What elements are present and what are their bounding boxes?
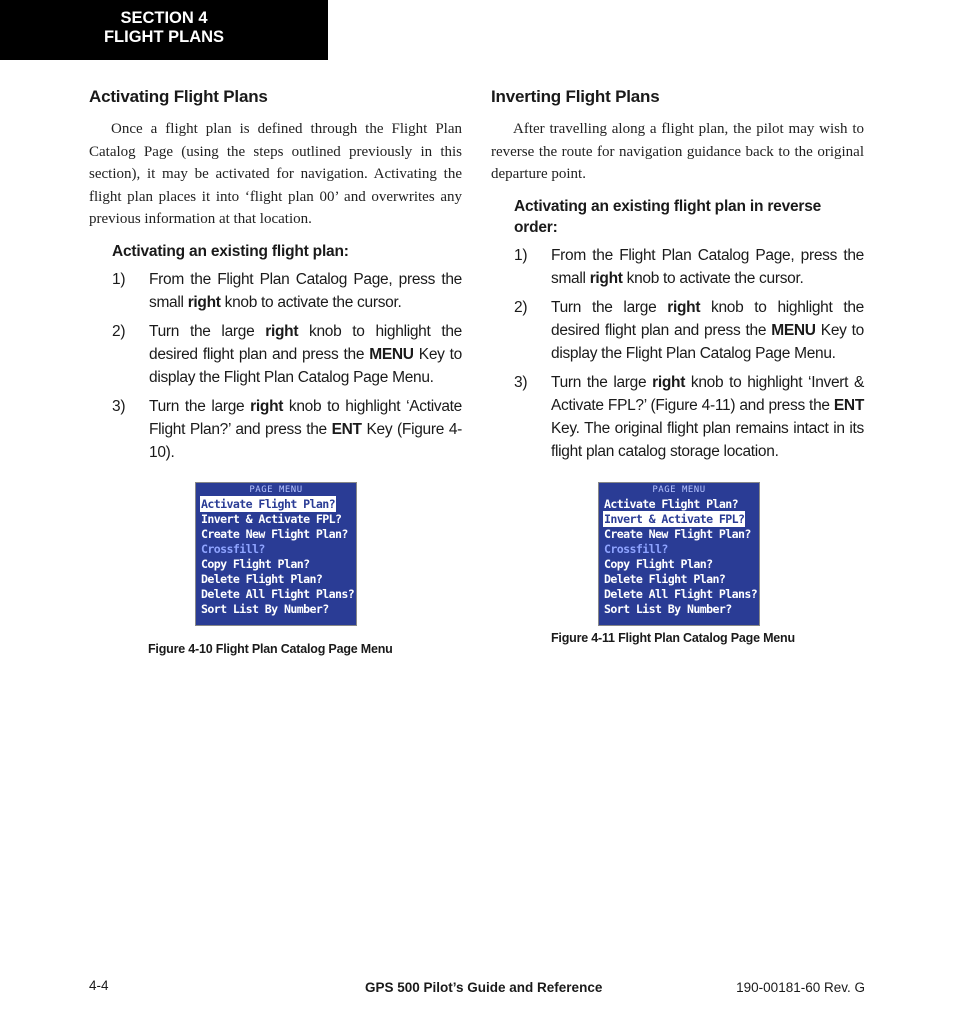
menu-item-copy[interactable]: Copy Flight Plan? <box>201 557 310 571</box>
left-steps <box>89 268 462 464</box>
left-column <box>89 86 462 470</box>
page-number: 4-4 <box>89 978 109 993</box>
menu-item-delete-all[interactable]: Delete All Flight Plans? <box>201 587 355 601</box>
section-number: SECTION 4 <box>120 9 208 27</box>
menu-item-sort[interactable]: Sort List By Number? <box>201 602 329 616</box>
menu-item-delete-all[interactable]: Delete All Flight Plans? <box>604 587 758 601</box>
right-column <box>491 86 864 469</box>
right-subheading: Activating an existing flight plan in reverse order: <box>514 197 822 236</box>
left-intro: Once a flight plan is defined through the Flight Plan Catalog Page (using the steps outlined previously in this section), it may be activated for navigation. Activating the flight plan places it into ‘flight plan 00’ and overwrites any previous information at that location. <box>89 121 462 227</box>
document-number: 190-00181-60 Rev. G <box>736 980 865 995</box>
step-item: 2) Turn the large right knob to highlight the desired flight plan and press the MENU Key to display the Flight Plan Catalog Page Menu. <box>112 322 462 386</box>
step-item: 3) Turn the large right knob to highlight ‘Invert & Activate FPL?’ (Figure 4-11) and press the ENT Key. The original flight plan remains intact in its flight plan catalog storage location. <box>514 373 864 460</box>
menu-item-create[interactable]: Create New Flight Plan? <box>201 527 348 541</box>
step-item: 1) From the Flight Plan Catalog Page, press the small right knob to activate the cursor. <box>514 246 864 287</box>
left-heading: Activating Flight Plans <box>89 87 268 106</box>
figure-4-11-caption: Figure 4-11 Flight Plan Catalog Page Menu <box>551 631 795 645</box>
figure-4-10-screen <box>195 482 357 626</box>
menu-item-activate[interactable]: Activate Flight Plan? <box>604 497 738 511</box>
left-subheading: Activating an existing flight plan: <box>112 242 349 260</box>
step-item: 1) From the Flight Plan Catalog Page, press the small right knob to activate the cursor. <box>112 270 462 311</box>
menu-item-delete[interactable]: Delete Flight Plan? <box>604 572 726 586</box>
menu-item-copy[interactable]: Copy Flight Plan? <box>604 557 713 571</box>
menu-item-crossfill: Crossfill? <box>604 542 668 556</box>
right-heading: Inverting Flight Plans <box>491 87 660 106</box>
section-title: FLIGHT PLANS <box>103 28 225 46</box>
section-tab <box>0 0 328 60</box>
menu-item-create[interactable]: Create New Flight Plan? <box>604 527 751 541</box>
menu-item-sort[interactable]: Sort List By Number? <box>604 602 732 616</box>
menu-item-invert[interactable]: Invert & Activate FPL? <box>604 512 745 526</box>
right-steps <box>491 244 864 463</box>
menu-item-delete[interactable]: Delete Flight Plan? <box>201 572 323 586</box>
step-item: 2) Turn the large right knob to highlight the desired flight plan and press the MENU Key to display the Flight Plan Catalog Page Menu. <box>514 298 864 362</box>
page-menu-header: PAGE MENU <box>249 485 303 495</box>
page-menu-header: PAGE MENU <box>652 485 706 495</box>
figure-4-11-screen <box>598 482 760 626</box>
figure-4-10-caption: Figure 4-10 Flight Plan Catalog Page Menu <box>148 642 393 656</box>
menu-item-crossfill: Crossfill? <box>201 542 265 556</box>
menu-item-activate[interactable]: Activate Flight Plan? <box>201 497 335 511</box>
step-item: 3) Turn the large right knob to highlight ‘Activate Flight Plan?’ and press the ENT Key (Figure 4-10). <box>112 397 462 461</box>
footer-title: GPS 500 Pilot’s Guide and Reference <box>365 980 603 995</box>
menu-item-invert[interactable]: Invert & Activate FPL? <box>201 512 342 526</box>
right-intro: After travelling along a flight plan, the pilot may wish to reverse the route for navigation guidance back to the original departure point. <box>491 121 864 182</box>
